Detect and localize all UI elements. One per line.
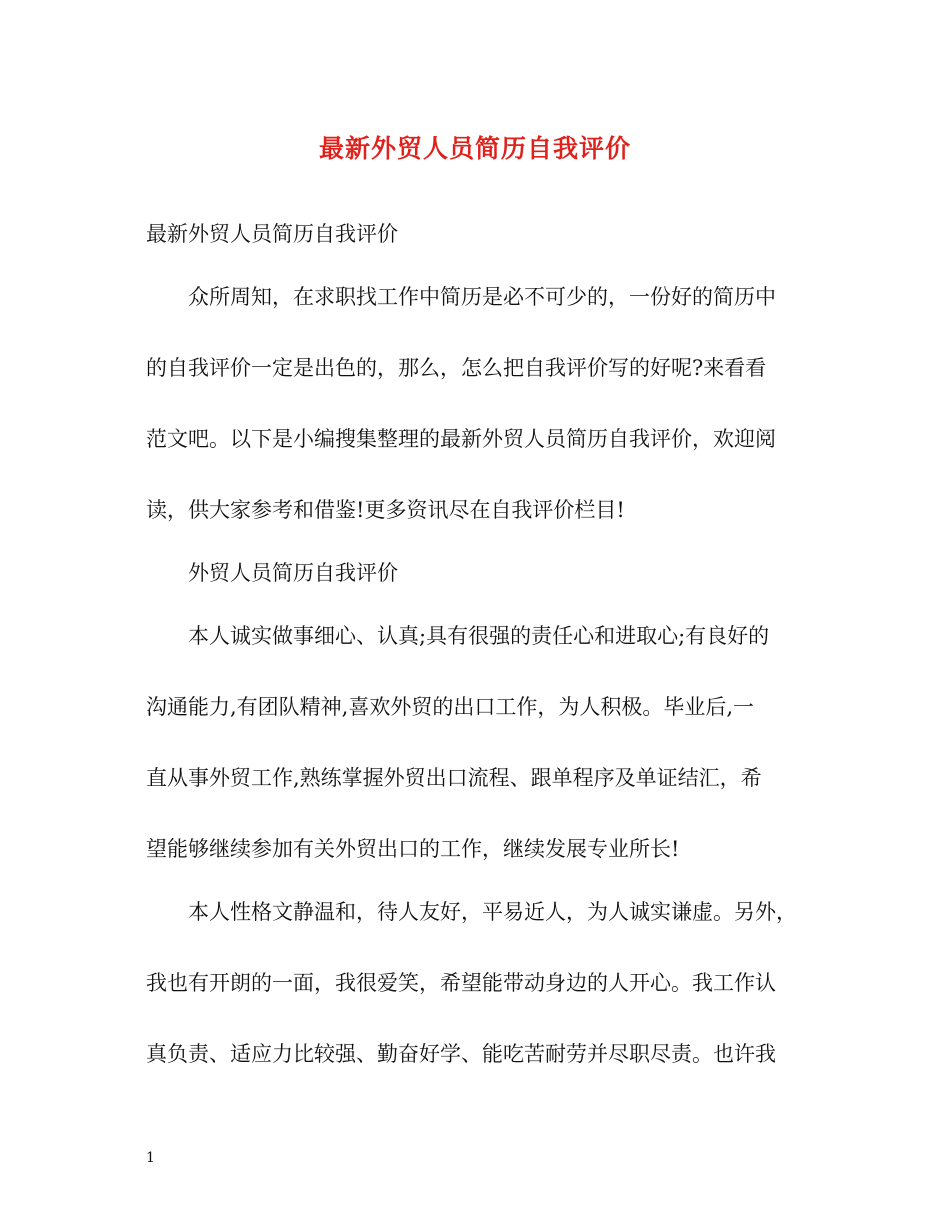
paragraph-line: 的自我评价一定是出色的，那么，怎么把自我评价写的好呢?来看看 [146,356,767,380]
paragraph-line: 直从事外贸工作,熟练掌握外贸出口流程、跟单程序及单证结汇，希 [146,766,762,790]
paragraph-line: 本人性格文静温和，待人友好，平易近人，为人诚实谦虚。另外， [188,900,797,924]
paragraph-line: 望能够继续参加有关外贸出口的工作，继续发展专业所长! [146,837,680,861]
paragraph-line: 真负责、适应力比较强、勤奋好学、能吃苦耐劳并尽职尽责。也许我 [146,1042,776,1066]
paragraph-line: 众所周知，在求职找工作中简历是必不可少的，一份好的简历中 [188,285,776,309]
paragraph-line: 范文吧。以下是小编搜集整理的最新外贸人员简历自我评价，欢迎阅 [146,427,776,451]
section-heading: 外贸人员简历自我评价 [188,561,398,585]
paragraph-line: 我也有开朗的一面，我很爱笑，希望能带动身边的人开心。我工作认 [146,971,776,995]
paragraph-line: 沟通能力,有团队精神,喜欢外贸的出口工作，为人积极。毕业后,一 [146,695,755,719]
paragraph-line: 读，供大家参考和借鉴!更多资讯尽在自我评价栏目! [146,498,625,522]
document-title: 最新外贸人员简历自我评价 [318,134,631,163]
subtitle-line: 最新外贸人员简历自我评价 [146,222,398,246]
page-number: 1 [146,1150,155,1166]
paragraph-line: 本人诚实做事细心、认真;具有很强的责任心和进取心;有良好的 [188,624,770,648]
